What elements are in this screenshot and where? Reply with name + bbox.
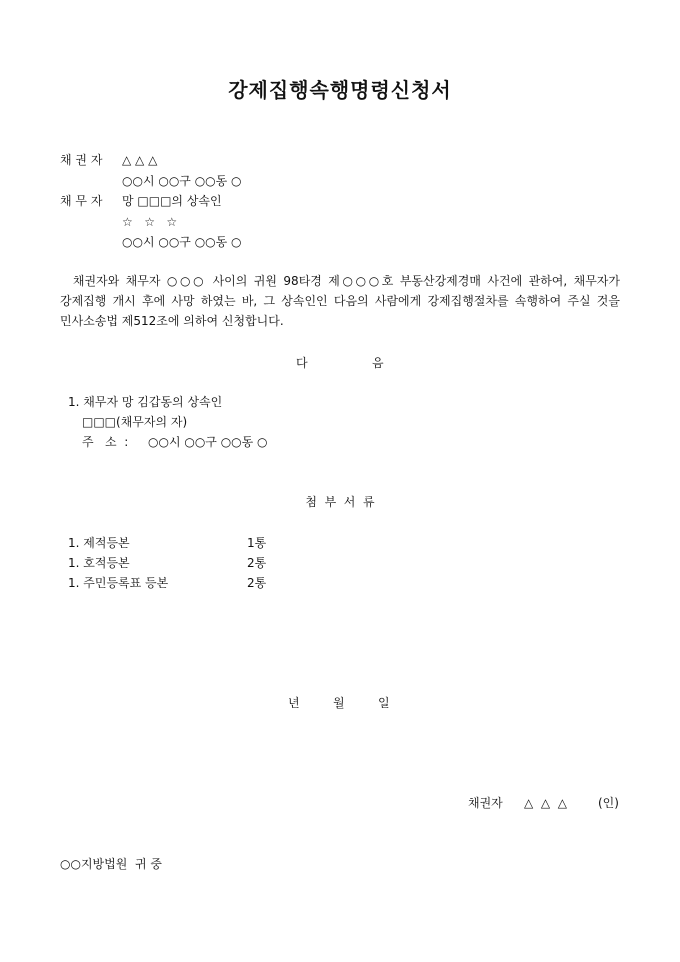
heir-name: □□□(채무자의 자) [82, 415, 188, 429]
signature-label: 채권자 [468, 796, 503, 810]
debtor-label: 채 무 자 [60, 194, 103, 208]
seal-mark: (인) [598, 796, 619, 810]
signature-name: △ △ △ [524, 796, 567, 810]
creditor-address: ○○시 ○○구 ○○동 ○ [122, 174, 242, 188]
document-title: 강제집행속행명령신청서 [228, 78, 452, 102]
debtor-address: ○○시 ○○구 ○○동 ○ [122, 235, 242, 249]
debtor-name: 망 □□□의 상속인 [122, 194, 222, 208]
application-body: 채권자와 채무자 ○○○ 사이의 귀원 98타경 제○○○호 부동산강제경매 사건에 관하여, 채무자가 강제집행 개시 후에 사망 하였는 바, 그 상속인인 다음의 사람에게 강제집행절차를 속행하여 주실 것을 민사소송법 제512조에 의하여 신청합니다. [60, 274, 624, 328]
debtor-heir-name: ☆ ☆ ☆ [122, 215, 178, 229]
date-month: 월 [333, 696, 345, 710]
heir-address-value: ○○시 ○○구 ○○동 ○ [148, 435, 268, 449]
attachment-count: 1통 [247, 536, 267, 550]
attachment-count: 2통 [247, 556, 267, 570]
creditor-label: 채 권 자 [60, 153, 103, 167]
next-heading-left: 다 [296, 356, 308, 370]
date-year: 년 [288, 696, 300, 710]
attachments-heading: 첨 부 서 류 [305, 495, 375, 509]
next-heading-right: 음 [372, 356, 384, 370]
date-day: 일 [378, 696, 390, 710]
creditor-name: △ △ △ [122, 153, 158, 167]
attachment-count: 2통 [247, 576, 267, 590]
heir-address-label: 주 소 : [82, 435, 129, 449]
attachment-item: 1. 호적등본 [68, 556, 130, 570]
court-addressee: ○○지방법원 귀 중 [60, 857, 162, 871]
heir-item: 1. 채무자 망 김갑동의 상속인 [68, 395, 223, 409]
attachment-item: 1. 제적등본 [68, 536, 130, 550]
attachment-item: 1. 주민등록표 등본 [68, 576, 169, 590]
